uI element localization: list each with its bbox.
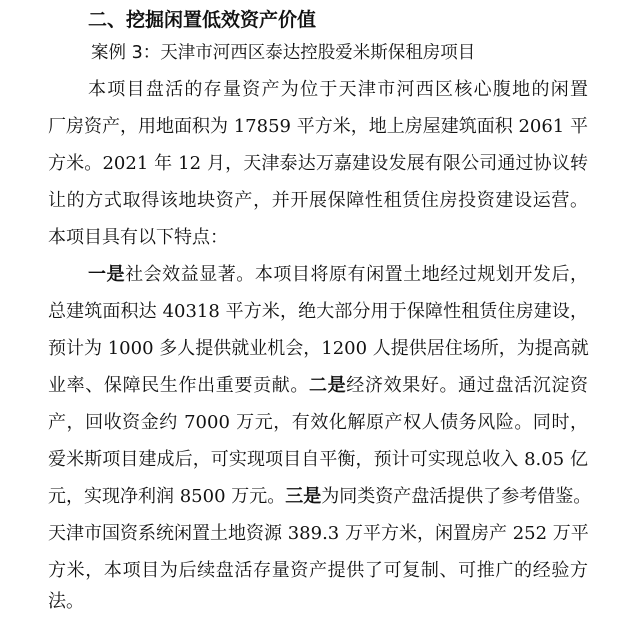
- paragraph2-line-4: [48, 370, 588, 402]
- paragraph1-line-3: 方米。2021 年 12 月，天津泰达万嘉建设发展有限公司通过协议转: [48, 153, 588, 174]
- case-title: 案例 3：天津市河西区泰达控股爱米斯保租房项目: [91, 43, 476, 63]
- point-one-end: 业率、保障民生作出重要贡献。: [48, 375, 309, 396]
- paragraph1-line-1: 本项目盘活的存量资产为位于天津市河西区核心腹地的闲置: [88, 79, 588, 100]
- point-three-text: 为同类资产盘活提供了参考借鉴。: [321, 486, 592, 507]
- paragraph2-line-3: 预计为 1000 多人提供就业机会，1200 人提供居住场所，为提高就: [48, 338, 589, 359]
- paragraph2-line-6: 爱米斯项目建成后，可实现项目自平衡，预计可实现总收入 8.05 亿: [48, 449, 588, 470]
- paragraph2-line-2: 总建筑面积达 40318 平方米，绝大部分用于保障性租赁住房建设，: [48, 301, 588, 322]
- point-one-label: 一是: [88, 264, 126, 285]
- paragraph1-line-4: 让的方式取得该地块资产，并开展保障性租赁住房投资建设运营。: [48, 190, 588, 211]
- point-two-end: 元，实现净利润 8500 万元。: [48, 486, 286, 507]
- point-one-text: 社会效益显著。本项目将原有闲置土地经过规划开发后，: [125, 264, 588, 285]
- point-two-label: 二是: [309, 375, 347, 396]
- paragraph2-line-8: 天津市国资系统闲置土地资源 389.3 万平方米，闲置房产 252 万平: [48, 523, 589, 544]
- paragraph2-line-1: [88, 259, 588, 291]
- paragraph2-line-10: 法。: [48, 591, 84, 612]
- point-three-label: 三是: [285, 486, 322, 507]
- point-two-text: 经济效果好。通过盘活沉淀资: [346, 375, 589, 396]
- paragraph2-line-9: 方米，本项目为后续盘活存量资产提供了可复制、可推广的经验方: [48, 560, 588, 581]
- paragraph2-line-5: 产，回收资金约 7000 万元，有效化解原产权人债务风险。同时，: [48, 412, 588, 433]
- section-heading: 二、挖掘闲置低效资产价值: [88, 9, 317, 31]
- paragraph1-line-2: 厂房资产，用地面积为 17859 平方米，地上房屋建筑面积 2061 平: [48, 116, 588, 137]
- paragraph1-line-5: 本项目具有以下特点：: [48, 227, 228, 248]
- paragraph2-line-7: [48, 481, 592, 513]
